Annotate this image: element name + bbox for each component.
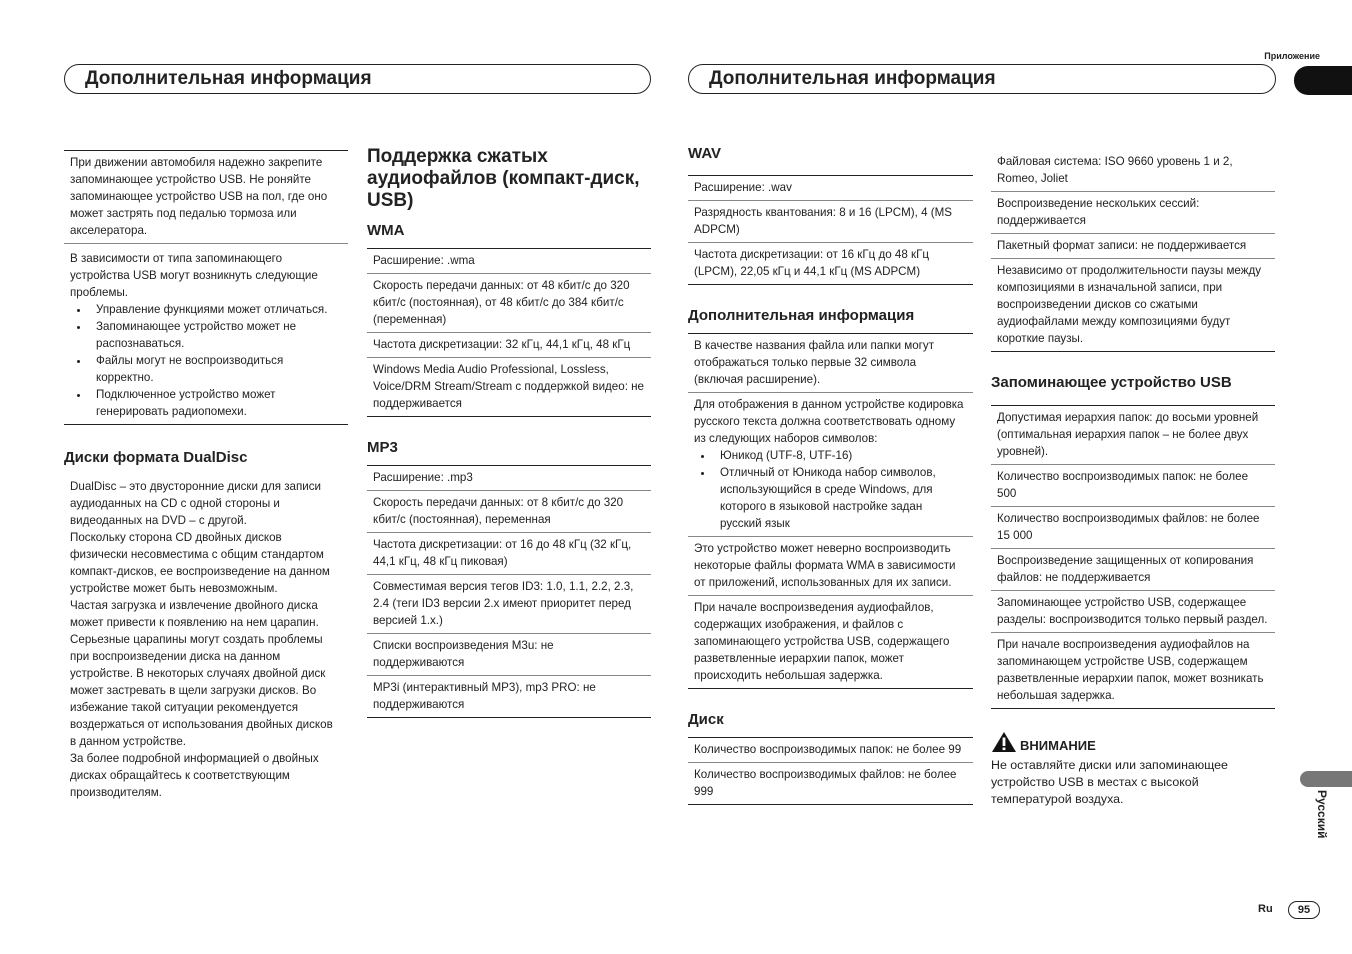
- disc-spec-row: Пакетный формат записи: не поддерживается: [991, 234, 1275, 259]
- list-item: • Отличный от Юникода набор символов, использующийся в среде Windows, для которого в языковой настройке задан русский язык: [714, 464, 967, 532]
- dualdisc-text: [64, 478, 348, 801]
- warning-icon: [991, 731, 1017, 757]
- caution-block: [991, 731, 1275, 808]
- mp3-row: MP3i (интерактивный MP3), mp3 PRO: не поддерживаются: [367, 676, 651, 718]
- usb-problems-list: [70, 301, 342, 420]
- encoding-list: [694, 447, 967, 532]
- usb-row: При начале воспроизведения аудиофайлов на запоминающем устройстве USB, содержащем разветвленные иерархии папок, может возникать небольшая задержка.: [991, 633, 1275, 709]
- delay-note: При начале воспроизведения аудиофайлов, содержащих изображения, и файлов с запоминающего устройства USB, содержащего разветвленные иерархии папок, может происходить небольшая задержка.: [688, 596, 973, 689]
- filename-note: В качестве названия файла или папки могут отображаться только первые 32 символа (включая расширение).: [688, 333, 973, 393]
- dualdisc-paragraph: Поскольку сторона CD двойных дисков физически несовместима с общим стандартом компакт-дисков, ее воспроизведение на данном устройстве может быть невозможным.: [70, 531, 330, 595]
- footer-language-code: Ru: [1258, 903, 1273, 915]
- compressed-audio-heading: Поддержка сжатых аудиофайлов (компакт-диск, USB): [367, 146, 640, 211]
- mp3-heading: MP3: [367, 439, 398, 456]
- section-tab: [1294, 66, 1352, 95]
- wav-row: Расширение: .wav: [688, 175, 973, 201]
- list-item: • Юникод (UTF-8, UTF-16): [714, 447, 967, 464]
- usb-heading: Запоминающее устройство USB: [991, 374, 1232, 391]
- usb-row: Запоминающее устройство USB, содержащее разделы: воспроизводится только первый раздел.: [991, 591, 1275, 633]
- mp3-row: Расширение: .mp3: [367, 465, 651, 491]
- column-4: [991, 150, 1275, 808]
- mp3-row: Частота дискретизации: от 16 до 48 кГц (32 кГц, 44,1 кГц, 48 кГц пиковая): [367, 533, 651, 575]
- page-number: 95: [1288, 901, 1320, 919]
- disc-spec-row: Независимо от продолжительности паузы между композициями в изначальной записи, при воспроизведении дисков со сжатыми аудиофайлами между композициями будут короткие паузы.: [991, 259, 1275, 352]
- dualdisc-heading: Диски формата DualDisc: [64, 449, 248, 466]
- usb-problems-note: [64, 244, 348, 425]
- column-2: [367, 146, 651, 718]
- wma-row: Скорость передачи данных: от 48 кбит/с до 320 кбит/с (постоянная), от 48 кбит/с до 384 кбит/с (переменная): [367, 274, 651, 333]
- usb-row: Допустимая иерархия папок: до восьми уровней (оптимальная иерархия папок – не более двух уровней).: [991, 405, 1275, 465]
- disc-row: Количество воспроизводимых файлов: не более 999: [688, 763, 973, 805]
- disc-heading: Диск: [688, 711, 724, 728]
- additional-info-heading: Дополнительная информация: [688, 307, 915, 324]
- encoding-intro: Для отображения в данном устройстве кодировка русского текста должна соответствовать одному из следующих наборов символов:: [694, 398, 964, 445]
- usb-mount-note: При движении автомобиля надежно закрепите запоминающее устройство USB. Не роняйте запоминающее устройство USB на пол, где оно может застрять под педалью тормоза или акселератора.: [64, 150, 348, 244]
- list-item: • Подключенное устройство может генерировать радиопомехи.: [90, 386, 342, 420]
- language-label: Русский: [1315, 790, 1329, 839]
- language-tab: [1300, 771, 1352, 787]
- usb-row: Количество воспроизводимых файлов: не более 15 000: [991, 507, 1275, 549]
- dualdisc-paragraph: Частая загрузка и извлечение двойного диска может привести к появлению на нем царапин. Серьезные царапины могут создать проблемы при воспроизведении диска на данном устройстве. В некоторых случаях двойной диск может застревать в щели загрузки дисков. Во избежание такой ситуации рекомендуется воздержаться от использования двойных дисков в данном устройстве.: [70, 599, 333, 748]
- dualdisc-paragraph: DualDisc – это двусторонние диски для записи аудиоданных на CD с одной стороны и видеоданных на DVD – с другой.: [70, 480, 322, 527]
- wma-row: Расширение: .wma: [367, 248, 651, 274]
- caution-header: [991, 731, 1275, 757]
- caution-title: ВНИМАНИЕ: [1020, 738, 1096, 753]
- wma-heading: WMA: [367, 222, 405, 239]
- appendix-label: Приложение: [1264, 51, 1320, 61]
- disc-row: Количество воспроизводимых папок: не более 99: [688, 737, 973, 763]
- caution-text: Не оставляйте диски или запоминающее устройство USB в местах с высокой температурой воздуха.: [991, 758, 1228, 806]
- mp3-row: Списки воспроизведения M3u: не поддерживаются: [367, 634, 651, 676]
- disc-spec-row: Воспроизведение нескольких сессий: поддерживается: [991, 192, 1275, 234]
- usb-row: Количество воспроизводимых папок: не более 500: [991, 465, 1275, 507]
- list-item: • Файлы могут не воспроизводиться корректно.: [90, 352, 342, 386]
- wma-row: Windows Media Audio Professional, Lossless, Voice/DRM Stream/Stream с поддержкой видео: не поддерживается: [367, 358, 651, 417]
- wav-row: Разрядность квантования: 8 и 16 (LPCM), 4 (MS ADPCM): [688, 201, 973, 243]
- disc-spec-row: Файловая система: ISO 9660 уровень 1 и 2, Romeo, Joliet: [991, 150, 1275, 192]
- mp3-row: Скорость передачи данных: от 8 кбит/с до 320 кбит/с (постоянная), переменная: [367, 491, 651, 533]
- wma-playback-note: Это устройство может неверно воспроизводить некоторые файлы формата WMA в зависимости от приложений, использованных для их записи.: [688, 537, 973, 596]
- column-3: [688, 145, 973, 805]
- wma-row: Частота дискретизации: 32 кГц, 44,1 кГц, 48 кГц: [367, 333, 651, 358]
- usb-problems-intro: В зависимости от типа запоминающего устройства USB могут возникнуть следующие проблемы.: [70, 252, 318, 299]
- wav-heading: WAV: [688, 145, 722, 162]
- wav-row: Частота дискретизации: от 16 кГц до 48 кГц (LPCM), 22,05 кГц и 44,1 кГц (MS ADPCM): [688, 243, 973, 285]
- dualdisc-paragraph: За более подробной информацией о двойных дисках обращайтесь к соответствующим производителям.: [70, 752, 319, 799]
- page-header-right: Дополнительная информация: [688, 64, 1276, 94]
- encoding-note: [688, 393, 973, 537]
- mp3-row: Совместимая версия тегов ID3: 1.0, 1.1, 2.2, 2.3, 2.4 (теги ID3 версии 2.x имеют приоритет перед версией 1.x.): [367, 575, 651, 634]
- usb-row: Воспроизведение защищенных от копирования файлов: не поддерживается: [991, 549, 1275, 591]
- list-item: • Управление функциями может отличаться.: [90, 301, 342, 318]
- column-1: [64, 150, 348, 801]
- list-item: • Запоминающее устройство может не распознаваться.: [90, 318, 342, 352]
- page-header-left: Дополнительная информация: [64, 64, 651, 94]
